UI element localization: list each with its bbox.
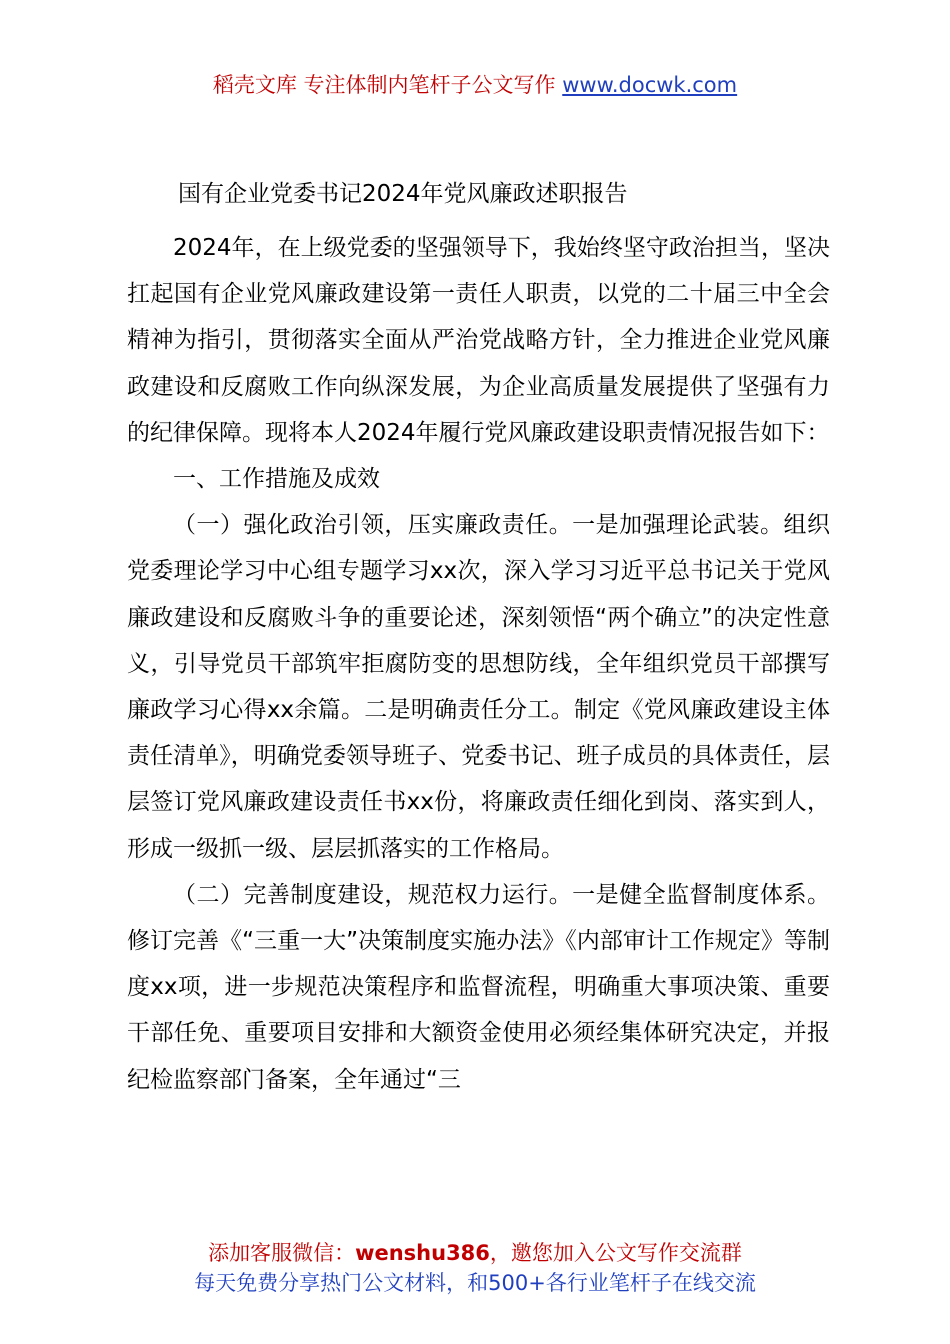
document-body bbox=[127, 225, 830, 1103]
paragraph-section-1: （一）强化政治引领，压实廉政责任。一是加强理论武装。组织党委理论学习中心组专题学习xx次，深入学习习近平总书记关于党风廉政建设和反腐败斗争的重要论述，深刻领悟“两个确立”的决定性意义，引导党员干部筑牢拒腐防变的思想防线，全年组织党员干部撰写廉政学习心得xx余篇。二是明确责任分工。制定《党风廉政建设主体责任清单》，明确党委领导班子、党委书记、班子成员的具体责任，层层签订党风廉政建设责任书xx份，将廉政责任细化到岗、落实到人，形成一级抓一级、层层抓落实的工作格局。 bbox=[127, 512, 830, 862]
footer-contact-line bbox=[0, 1238, 950, 1268]
footer-contact-suffix: ，邀您加入公文写作交流群 bbox=[489, 1241, 742, 1265]
header-website-link[interactable]: www.docwk.com bbox=[562, 73, 738, 97]
header-brand: 稻壳文库 专注体制内笔杆子公文写作 bbox=[212, 73, 556, 97]
page-footer bbox=[0, 1238, 950, 1298]
footer-contact-prefix: 添加客服微信： bbox=[208, 1241, 356, 1265]
footer-wechat-id: wenshu386 bbox=[355, 1241, 490, 1265]
paragraph-section-2: （二）完善制度建设，规范权力运行。一是健全监督制度体系。修订完善《“三重一大”决策制度实施办法》《内部审计工作规定》等制度xx项，进一步规范决策程序和监督流程，明确重大事项决策、重要干部任免、重要项目安排和大额资金使用必须经集体研究决定，并报纪检监察部门备案，全年通过“三 bbox=[127, 881, 830, 1093]
page-header bbox=[0, 70, 950, 100]
document-title: 国有企业党委书记2024年党风廉政述职报告 bbox=[178, 181, 628, 207]
footer-promo-line: 每天免费分享热门公文材料，和500+各行业笔杆子在线交流 bbox=[194, 1271, 756, 1295]
section-heading: 一、工作措施及成效 bbox=[173, 466, 380, 493]
paragraph-intro: 2024年，在上级党委的坚强领导下，我始终坚守政治担当，坚决扛起国有企业党风廉政建设第一责任人职责，以党的二十届三中全会精神为指引，贯彻落实全面从严治党战略方针，全力推进企业党风廉政建设和反腐败工作向纵深发展，为企业高质量发展提供了坚强有力的纪律保障。现将本人2024年履行党风廉政建设职责情况报告如下： bbox=[127, 235, 830, 446]
